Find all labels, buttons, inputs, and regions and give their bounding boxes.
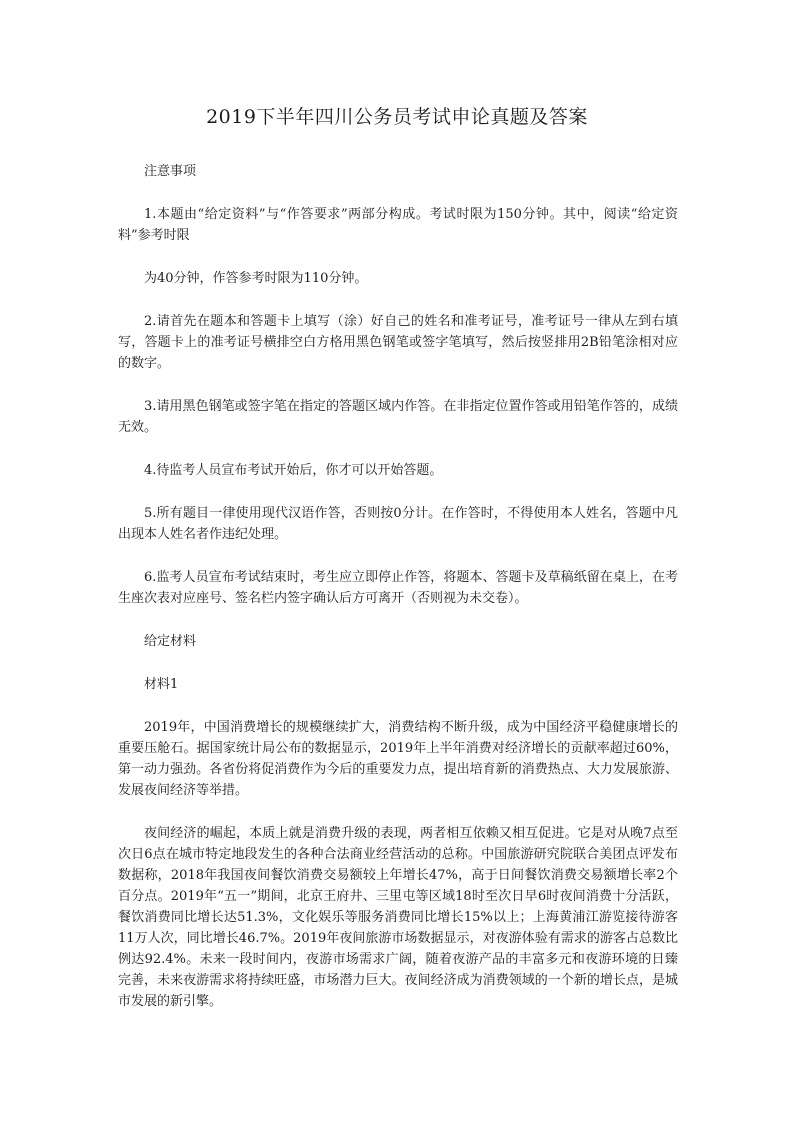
notice-item-6: 6.监考人员宣布考试结束时，考生应立即停止作答，将题本、答题卡及草稿纸留在桌上，在考生座次表对应座号、签名栏内签字确认后方可离开（否则视为未交卷）。 [118,570,678,606]
notice-item-2: 2.请首先在题本和答题卡上填写（涂）好自己的姓名和准考证号，准考证号一律从左到右填写，答题卡上的准考证号横排空白方格用黑色钢笔或签字笔填写，然后按竖排用2B铅笔涂相对应的数字。 [118,314,678,371]
section-heading-materials: 给定材料 [144,634,197,649]
material-1-heading: 材料1 [144,677,179,692]
notice-item-3: 3.请用黑色钢笔或签字笔在指定的答题区域内作答。在非指定位置作答或用铅笔作答的，成绩无效。 [118,399,678,435]
notice-heading: 注意事项 [144,164,197,179]
material-1-paragraph-1: 2019年，中国消费增长的规模继续扩大，消费结构不断升级，成为中国经济平稳健康增长的重要压舱石。据国家统计局公布的数据显示，2019年上半年消费对经济增长的贡献率超过60%，第一动力强劲。各省份将促消费作为今后的重要发力点，提出培育新的消费热点、大力发展旅游、发展夜间经济等举措。 [118,720,678,798]
document-body [118,161,678,1034]
notice-item-4: 4.待监考人员宣布考试开始后，你才可以开始答题。 [144,463,443,478]
document-title: 2019下半年四川公务员考试申论真题及答案 [206,106,588,128]
notice-item-1-continued: 为40分钟，作答参考时限为110分钟。 [144,271,368,286]
notice-item-5: 5.所有题目一律使用现代汉语作答，否则按0分计。在作答时，不得使用本人姓名，答题中凡出现本人姓名者作违纪处理。 [118,506,678,542]
material-1-paragraph-2: 夜间经济的崛起，本质上就是消费升级的表现，两者相互依赖又相互促进。它是对从晚7点至次日6点在城市特定地段发生的各种合法商业经营活动的总称。中国旅游研究院联合美团点评发布数据称，2018年我国夜间餐饮消费交易额较上年增长47%，高于日间餐饮消费交易额增长率2个百分点。2019年“五一”期间，北京王府井、三里屯等区域18时至次日早6时夜间消费十分活跃，餐饮消费同比增长达51.3%，文化娱乐等服务消费同比增长15%以上；上海黄浦江游览接待游客11万人次，同比增长46.7%。2019年夜间旅游市场数据显示，对夜游体验有需求的游客占总数比例达92.4%。未来一段时间内，夜游市场需求广阔，随着夜游产品的丰富多元和夜游环境的日臻完善，未来夜游需求将持续旺盛，市场潜力巨大。夜间经济成为消费领域的一个新的增长点，是城市发展的新引擎。 [118,826,678,1009]
notice-item-1: 1.本题由“给定资料”与“作答要求”两部分构成。考试时限为150分钟。其中，阅读“给定资料”参考时限 [118,207,678,243]
